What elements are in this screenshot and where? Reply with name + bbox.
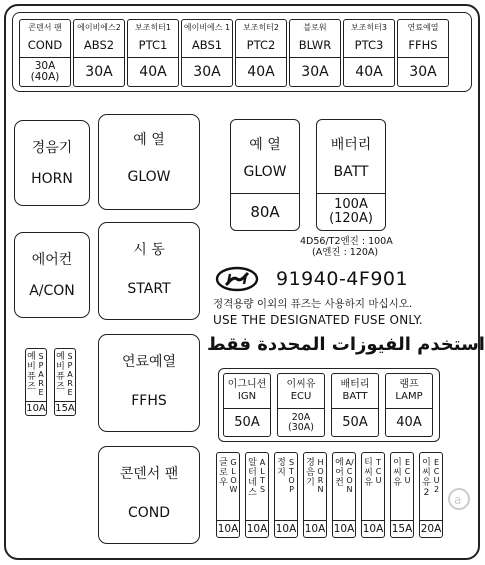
fuse-label: IGN <box>237 391 257 402</box>
fuse-lamp <box>385 373 433 437</box>
fuse-korean-label: 램프 <box>399 379 419 390</box>
fuse-label: ABS2 <box>83 38 115 52</box>
fuse-rating: 10A <box>304 520 326 537</box>
fuse-ffhs <box>397 19 449 87</box>
fuse-korean-label: 보조히터2 <box>242 23 279 32</box>
fuse-korean-label: 이씨유2 <box>422 458 431 498</box>
fuse-korean-label: 정지 <box>277 458 286 478</box>
fuse-label: ECU <box>290 391 312 402</box>
bottom-fuse <box>332 452 356 538</box>
warning-english: USE THE DESIGNATED FUSE ONLY. <box>213 313 423 327</box>
fuse-rating: 10A <box>275 520 297 537</box>
fuse-korean-label: 블로워 <box>303 23 327 32</box>
fuse-rating <box>278 408 324 436</box>
fuse-korean-label: 이그니션 <box>227 379 267 390</box>
bottom-fuse <box>274 452 298 538</box>
fuse-batt <box>331 373 379 437</box>
fuse-ptc1 <box>127 19 179 87</box>
relay-korean-label: 콘덴서 팬 <box>119 466 179 482</box>
relay-label: HORN <box>31 171 73 187</box>
fuse-korean-label: 글로우 <box>219 458 228 488</box>
fuse-korean-label: 알터네스 <box>248 458 257 498</box>
fuse-rating <box>317 193 385 230</box>
fuse-korean-label: 이씨유 <box>393 458 402 488</box>
fuse-label: BLWR <box>298 38 332 52</box>
fuse-korean-label: 콘덴서 팬 <box>28 23 62 32</box>
spare-fuse-15a <box>54 348 76 416</box>
fuse-ptc2 <box>235 19 287 87</box>
relay-horn <box>14 120 90 206</box>
fuse-label: ALTS <box>259 458 266 494</box>
fuse-ptc3 <box>343 19 395 87</box>
fuse-korean-label: 에이비에스 1 <box>183 23 231 32</box>
relay-cond <box>98 446 200 544</box>
fuse-rating: 80A <box>231 193 299 230</box>
fuse-abs1 <box>181 19 233 87</box>
fuse-rating: 30A <box>182 57 232 86</box>
relay-korean-label: 경음기 <box>31 140 73 156</box>
bottom-fuse-row <box>216 452 450 542</box>
fuse-rating: 50A <box>332 408 378 436</box>
fuse-korean-label: 배터리 <box>330 137 372 153</box>
fuse-rating: 10A <box>333 520 355 537</box>
spare-korean-label: 예비퓨즈 <box>56 352 65 392</box>
fuse-label: ECU <box>404 458 411 485</box>
fuse-label: PTC2 <box>246 38 276 52</box>
relay-aircon <box>14 232 90 318</box>
fuse-korean-label: 이씨유 <box>286 379 316 390</box>
spare-rating: 15A <box>55 403 75 414</box>
fuse-rating: 50A <box>224 408 270 436</box>
warning-arabic: استخدم الفيوزات المحددة فقط <box>207 334 485 355</box>
fuse-label: A/CON <box>345 458 354 494</box>
fuse-abs2 <box>73 19 125 87</box>
spare-korean-label: 예비퓨즈 <box>27 352 36 392</box>
spare-rating: 10A <box>26 403 46 414</box>
fuse-label: GLOW <box>229 458 238 494</box>
relay-glow <box>98 114 200 210</box>
fuse-rating-alt: (30A) <box>288 421 314 433</box>
spare-label: SPARE <box>67 352 73 397</box>
relay-korean-label: 시 동 <box>133 242 165 258</box>
engine-note-line1: 4D56/T2엔진 : 100A <box>300 236 393 247</box>
fuse-korean-label: 배터리 <box>340 379 370 390</box>
fuse-rating-primary: 20A <box>291 411 311 423</box>
fuse-label: BATT <box>333 164 369 180</box>
relay-label: START <box>127 281 171 297</box>
fuse-rating: 10A <box>246 520 268 537</box>
bottom-fuse <box>361 452 385 538</box>
fuse-label: HORN <box>317 458 324 494</box>
relay-label: A/CON <box>29 283 75 299</box>
spare-label: SPARE <box>38 352 44 397</box>
fuse-rating-alt: (120A) <box>329 211 373 226</box>
bottom-fuse <box>390 452 414 538</box>
fuse-label: COND <box>27 38 63 52</box>
fuse-korean-label: 에이비에스2 <box>77 23 121 32</box>
relay-label: FFHS <box>131 393 167 409</box>
fuse-korean-label: 예 열 <box>249 137 281 153</box>
relay-korean-label: 예 열 <box>133 132 165 148</box>
fuse-korean-label: 경음기 <box>306 458 315 488</box>
fuse-korean-label: 보조히터1 <box>134 23 171 32</box>
fuse-batt-100a <box>316 119 386 231</box>
engine-note <box>300 236 393 258</box>
mid-fuse-row <box>218 368 440 442</box>
relay-start <box>98 222 200 320</box>
bottom-fuse <box>419 452 443 538</box>
fuse-rating: 40A <box>386 408 432 436</box>
warning-korean: 정격용량 이외의 퓨즈는 사용하지 마십시오. <box>213 298 413 310</box>
fuse-korean-label: 연료예열 <box>407 23 439 32</box>
fuse-rating-primary: 100A <box>334 197 368 212</box>
fuse-label: TCU <box>375 458 382 485</box>
fuse-label: STOP <box>288 458 295 494</box>
fuse-rating: 30A <box>398 57 448 86</box>
fuse-label: FFHS <box>408 38 438 52</box>
part-number: 91940-4F901 <box>276 268 409 290</box>
fuse-rating: 30A (40A) <box>20 57 70 86</box>
bottom-fuse <box>245 452 269 538</box>
fuse-ecu-main <box>277 373 325 437</box>
fuse-rating: 40A <box>236 57 286 86</box>
relay-label: COND <box>127 505 171 521</box>
relay-korean-label: 에어컨 <box>31 252 73 268</box>
fuse-cond <box>19 19 71 87</box>
fuse-rating: 10A <box>362 520 384 537</box>
fuse-rating: 20A <box>420 520 442 537</box>
fuse-label: GLOW <box>243 164 287 180</box>
fuse-label: ECU2 <box>433 458 440 494</box>
fuse-blwr <box>289 19 341 87</box>
fuse-label: BATT <box>342 391 368 402</box>
faded-mark <box>444 486 474 512</box>
fuse-label: LAMP <box>395 391 423 402</box>
relay-label: GLOW <box>127 169 171 185</box>
fuse-ign <box>223 373 271 437</box>
fuse-rating: 40A <box>128 57 178 86</box>
bottom-fuse <box>303 452 327 538</box>
hyundai-logo-icon <box>215 266 259 292</box>
fuse-korean-label: 티씨유 <box>364 458 373 488</box>
engine-note-line2: (A엔진 : 120A) <box>312 247 379 258</box>
relay-ffhs <box>98 334 200 432</box>
fuse-label: PTC3 <box>354 38 384 52</box>
fuse-korean-label: 보조히터3 <box>350 23 387 32</box>
fuse-label: PTC1 <box>138 38 168 52</box>
fuse-rating: 30A <box>290 57 340 86</box>
fuse-label: ABS1 <box>191 38 223 52</box>
fuse-rating: 30A <box>74 57 124 86</box>
fuse-rating: 15A <box>391 520 413 537</box>
bottom-fuse <box>216 452 240 538</box>
fuse-glow-80a <box>230 119 300 231</box>
top-fuse-row <box>12 12 472 92</box>
spare-fuse-10a <box>25 348 47 416</box>
svg-text:a: a <box>454 493 462 507</box>
fuse-rating: 40A <box>344 57 394 86</box>
fuse-korean-label: 에어컨 <box>335 458 344 488</box>
relay-korean-label: 연료예열 <box>121 354 177 370</box>
fuse-rating: 10A <box>217 520 239 537</box>
